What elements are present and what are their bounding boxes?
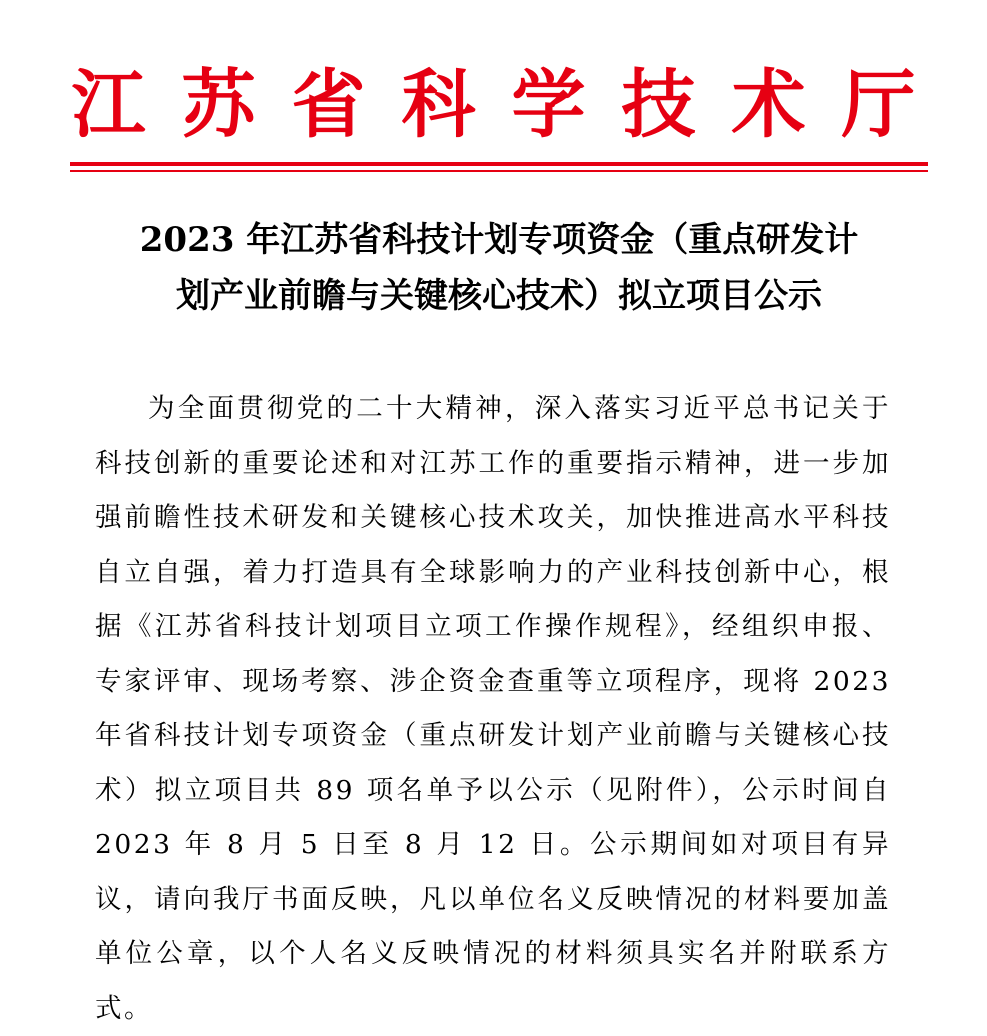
agency-header: 江苏省科学技术厅 bbox=[71, 62, 952, 148]
document-title-line-2: 划产业前瞻与关键核心技术）拟立项目公示 bbox=[176, 276, 822, 316]
document-body-paragraph: 为全面贯彻党的二十大精神，深入落实习近平总书记关于科技创新的重要论述和对江苏工作的重要指示精神，进一步加强前瞻性技术研发和关键核心技术攻关，加快推进高水平科技自立自强，着力打造具有全球影响力的产业科技创新中心，根据《江苏省科技计划项目立项工作操作规程》，经组织申报、专家评审、现场考察、涉企资金查重等立项程序，现将 2023 年省科技计划专项资金（重点研发计划产业前瞻与关键核心技术）拟立项目共 89 项名单予以公示（见附件），公示时间自 2023 年 8 月 5 日至 8 月 12 日。公示期间如对项目有异议，请向我厅书面反映，凡以单位名义反映情况的材料要加盖单位公章，以个人名义反映情况的材料须具实名并附联系方式。 bbox=[95, 393, 891, 1024]
header-divider-thick bbox=[70, 162, 928, 166]
document-title-line-1: 2023 年江苏省科技计划专项资金（重点研发计 bbox=[139, 220, 859, 260]
document-title bbox=[70, 212, 928, 324]
header-divider-thin bbox=[70, 170, 928, 172]
